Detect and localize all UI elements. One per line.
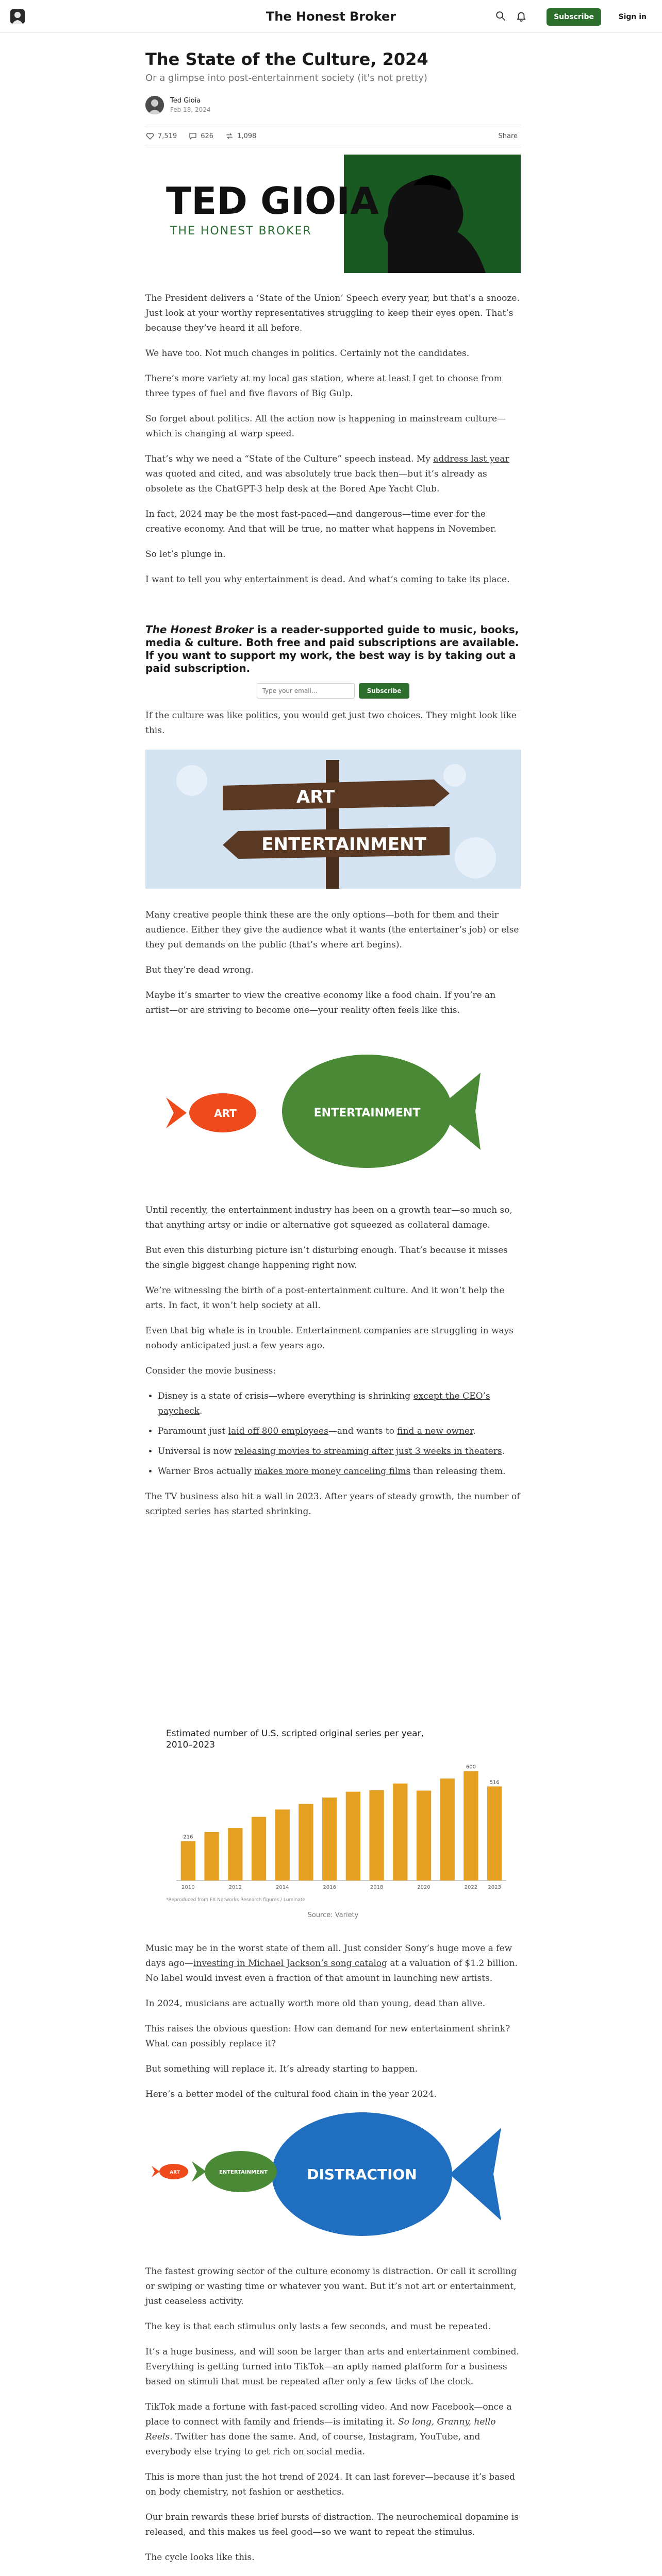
bar-2017 bbox=[346, 1792, 360, 1880]
text: Warner Bros actually bbox=[158, 1466, 255, 1477]
post-subtitle: Or a glimpse into post-entertainment society (it's not pretty) bbox=[145, 73, 427, 83]
chart-source: Source: Variety bbox=[307, 1911, 359, 1919]
paragraph: Many creative people think these are the only options—both for them and their audience. Either they give the audience what it wants (the entertainer’s job) or else they put demands on the public (that’s where art begins). bbox=[145, 910, 519, 950]
fish-graphic-2 bbox=[145, 2107, 521, 2257]
site-title[interactable]: The Honest Broker bbox=[266, 9, 396, 24]
layoffs-link[interactable]: laid off 800 employees bbox=[228, 1426, 328, 1436]
paragraph bbox=[145, 1941, 521, 1986]
fish-graphic-1 bbox=[145, 1037, 521, 1186]
bar-2018 bbox=[369, 1790, 384, 1880]
paragraph: The TV business also hit a wall in 2023. After years of steady growth, the number of scripted series has started shrinking. bbox=[145, 1492, 520, 1517]
text: —and wants to bbox=[328, 1426, 398, 1436]
bar-2020 bbox=[417, 1791, 431, 1880]
cta-subscribe-button[interactable]: Subscribe bbox=[359, 683, 410, 699]
bar-2023 bbox=[487, 1786, 502, 1880]
restack-icon bbox=[225, 131, 234, 141]
text: Twitter has done the same. And, of course, Instagram, YouTube, and everybody else trying to get rich on social media. bbox=[145, 2432, 481, 2457]
sign-art: ART bbox=[296, 787, 335, 807]
cta-text bbox=[145, 623, 521, 675]
paragraph bbox=[145, 452, 521, 497]
cta-form bbox=[145, 683, 521, 699]
paragraph: Here’s a better model of the cultural food chain in the year 2024. bbox=[145, 2089, 437, 2099]
paragraph: The fastest growing sector of the culture economy is distraction. Or call it scrolling or swiping or wasting time or whatever you want. But it’s not art or entertainment, just ceaseless activity. bbox=[145, 2266, 517, 2307]
author-avatar[interactable] bbox=[145, 96, 164, 114]
tick-2020: 2020 bbox=[417, 1885, 431, 1890]
paragraph: Maybe it’s smarter to view the creative economy like a food chain. If you’re an artist—or are striving to become one—your reality often feels like this. bbox=[145, 990, 496, 1015]
paragraph: So forget about politics. All the action now is happening in mainstream culture—which is changing at warp speed. bbox=[145, 414, 506, 439]
paragraph: We have too. Not much changes in politics. Certainly not the candidates. bbox=[145, 348, 470, 359]
paragraph: I want to tell you why entertainment is dead. And what’s coming to take its place. bbox=[145, 574, 510, 585]
list-item bbox=[158, 1444, 521, 1459]
paragraph: There’s more variety at my local gas station, where at least I get to choose from three types of fuel and five flavors of Big Gulp. bbox=[145, 374, 502, 399]
fish2-mid-label: ENTERTAINMENT bbox=[219, 2170, 268, 2175]
paragraph: So let’s plunge in. bbox=[145, 549, 226, 560]
bar-2021 bbox=[440, 1778, 455, 1880]
bars-group bbox=[176, 1765, 506, 1890]
sign-in-button[interactable]: Sign in bbox=[612, 8, 653, 26]
section-industry bbox=[145, 1203, 521, 1530]
post-header bbox=[145, 49, 521, 147]
post-actions bbox=[145, 125, 521, 147]
bar-2016 bbox=[322, 1798, 337, 1880]
text: Paramount just bbox=[158, 1426, 228, 1436]
data-label-2022: 600 bbox=[466, 1764, 476, 1770]
text: Disney is a state of crisis—where everything is shrinking bbox=[158, 1391, 413, 1401]
tick-2012: 2012 bbox=[228, 1885, 242, 1890]
text: was quoted and cited, and was absolutely true back then—but it’s already as obsolete as the ChatGPT-3 help desk at the Bored Ape Yacht Club. bbox=[145, 469, 487, 494]
text: . bbox=[199, 1406, 203, 1416]
address-last-year-link[interactable]: address last year bbox=[433, 454, 509, 464]
post-title: The State of the Culture, 2024 bbox=[145, 49, 428, 69]
paragraph: Consider the movie business: bbox=[145, 1366, 276, 1376]
bar-2019 bbox=[393, 1784, 407, 1880]
tick-2022: 2022 bbox=[464, 1885, 478, 1890]
byline bbox=[145, 96, 521, 114]
section-food-chain bbox=[145, 908, 521, 1028]
tick-2016: 2016 bbox=[323, 1885, 336, 1890]
fish2-big-label: DISTRACTION bbox=[307, 2166, 417, 2183]
michael-jackson-link[interactable]: investing in Michael Jackson’s song catalog bbox=[193, 1958, 388, 1969]
fish2-small-label: ART bbox=[170, 2170, 180, 2175]
subscribe-cta bbox=[145, 618, 521, 710]
text: . bbox=[473, 1426, 476, 1436]
email-input[interactable] bbox=[257, 683, 355, 699]
top-bar bbox=[0, 0, 662, 33]
text: at a valuation of $1.2 billion. No label would invest even a fraction of that amount in launching new artists. bbox=[145, 1958, 518, 1984]
paragraph bbox=[145, 2400, 521, 2460]
fish1-small-label: ART bbox=[214, 1107, 237, 1120]
paragraph: Until recently, the entertainment industry has been on a growth tear—so much so, that anything artsy or indie or alternative got squeezed as collateral damage. bbox=[145, 1205, 512, 1230]
search-icon[interactable] bbox=[495, 10, 506, 22]
bar-chart bbox=[145, 1721, 521, 1906]
paragraph: The President delivers a ‘State of the Union’ Speech every year, but that’s a snooze. Just look at your worthy representatives struggling to keep their eyes open. That’s because they’ve heard it all before. bbox=[145, 293, 520, 333]
fish1-big-label: ENTERTAINMENT bbox=[313, 1107, 421, 1120]
paragraph: This is more than just the hot trend of 2024. It can last forever—because it’s based on body chemistry, not fashion or aesthetics. bbox=[145, 2472, 515, 2497]
cta-publication: The Honest Broker bbox=[145, 623, 254, 636]
text: than releasing them. bbox=[410, 1466, 506, 1477]
scripted-series-chart bbox=[145, 1721, 521, 1922]
ceo-paycheck-link[interactable]: except the CEO’s paycheck bbox=[158, 1391, 490, 1416]
bar-2015 bbox=[299, 1804, 313, 1880]
tick-2010: 2010 bbox=[181, 1885, 195, 1890]
restack-button[interactable] bbox=[225, 131, 256, 141]
share-button[interactable]: Share bbox=[498, 132, 518, 140]
new-owner-link[interactable]: find a new owner bbox=[397, 1426, 473, 1436]
bar-2011 bbox=[204, 1832, 219, 1880]
author-name[interactable]: Ted Gioia bbox=[170, 97, 201, 105]
header-icons bbox=[495, 10, 527, 22]
chart-title-line1: Estimated number of U.S. scripted original series per year, bbox=[166, 1728, 424, 1739]
text: Universal is now bbox=[158, 1446, 235, 1456]
paragraph: In 2024, musicians are actually worth more old than young, dead than alive. bbox=[145, 1998, 486, 2009]
paragraph: It’s a huge business, and will soon be larger than arts and entertainment combined. Everything is getting turned into TikTok—an aptly named platform for a business based on stimuli that must be repeated after only a few ticks of the clock. bbox=[145, 2347, 519, 2387]
streaming-link[interactable]: releasing movies to streaming after just 3 weeks in theaters bbox=[234, 1446, 502, 1456]
paragraph: In fact, 2024 may be the most fast-paced—and dangerous—time ever for the creative economy. And that will be true, no matter what happens in November. bbox=[145, 509, 496, 534]
bar-2022 bbox=[464, 1771, 478, 1880]
canceling-films-link[interactable]: makes more money canceling films bbox=[254, 1466, 411, 1477]
cta-body: is a reader-supported guide to music, books, media & culture. Both free and paid subscriptions are available. If you want to support my work, the best way is by taking out a paid subscription. bbox=[145, 623, 519, 674]
list-item bbox=[158, 1424, 521, 1439]
tick-2014: 2014 bbox=[275, 1885, 289, 1890]
paragraph: But they’re dead wrong. bbox=[145, 965, 254, 975]
avatar-portrait-icon bbox=[145, 96, 164, 114]
banner-tagline: THE HONEST BROKER bbox=[170, 225, 312, 238]
text: So long, Granny, hello Reels. bbox=[145, 2417, 496, 2442]
chart-note: *Reproduced from FX Networks Research figures / Luminate bbox=[166, 1897, 306, 1903]
comment-button[interactable] bbox=[188, 131, 213, 141]
comment-count: 626 bbox=[201, 132, 214, 140]
paragraph: But something will replace it. It’s already starting to happen. bbox=[145, 2064, 418, 2074]
chart-title-line2: 2010–2023 bbox=[166, 1740, 216, 1750]
tick-2018: 2018 bbox=[370, 1885, 384, 1890]
bar-2012 bbox=[228, 1828, 242, 1880]
paragraph: If the culture was like politics, you would get just two choices. They might look like this. bbox=[145, 710, 517, 736]
banner-graphic bbox=[145, 155, 521, 273]
bar-2013 bbox=[252, 1817, 266, 1880]
paragraph: We’re witnessing the birth of a post-entertainment culture. And it won’t help the arts. In fact, it won’t help society at all. bbox=[145, 1285, 505, 1311]
paragraph: The cycle looks like this. bbox=[145, 2552, 255, 2563]
paragraph: Our brain rewards these brief bursts of distraction. The neurochemical dopamine is released, and this makes us feel good—so we want to repeat the stimulus. bbox=[145, 2512, 519, 2537]
like-count: 7,519 bbox=[158, 132, 177, 140]
text: Music may be in the worst state of them all. Just consider Sony’s huge move a few days ago— bbox=[145, 1943, 512, 1969]
section-music bbox=[145, 1941, 521, 2112]
text: . bbox=[502, 1446, 505, 1456]
banner-name: TED GIOIA bbox=[166, 179, 379, 223]
heart-icon bbox=[145, 131, 155, 141]
like-button[interactable] bbox=[145, 131, 177, 141]
text: That’s why we need a “State of the Culture” speech instead. My bbox=[145, 454, 434, 464]
signpost-image bbox=[145, 750, 521, 889]
comment-icon bbox=[188, 131, 197, 141]
paragraph: The key is that each stimulus only lasts a few seconds, and must be repeated. bbox=[145, 2321, 491, 2332]
tick-2023: 2023 bbox=[488, 1885, 501, 1890]
list-item bbox=[158, 1389, 521, 1419]
paragraph: Even that big whale is in trouble. Entertainment companies are struggling in ways nobody anticipated just a few years ago. bbox=[145, 1326, 514, 1351]
post-date: Feb 18, 2024 bbox=[170, 106, 211, 113]
banner-image bbox=[145, 155, 521, 273]
bell-icon[interactable] bbox=[516, 10, 527, 22]
text: TikTok made a fortune with fast-paced scrolling video. And now Facebook—once a place to connect with family and friends—is imitating it. bbox=[145, 2402, 512, 2427]
fish-illustration-1 bbox=[145, 1037, 521, 1186]
intro-section bbox=[145, 291, 521, 598]
movie-business-list bbox=[158, 1389, 521, 1479]
paragraph: But even this disturbing picture isn’t disturbing enough. That’s because it misses the single biggest change happening right now. bbox=[145, 1245, 508, 1270]
sign-entertainment: ENTERTAINMENT bbox=[261, 834, 426, 855]
list-item bbox=[158, 1464, 521, 1479]
data-label-2010: 216 bbox=[183, 1834, 193, 1840]
header-subscribe-button[interactable]: Subscribe bbox=[547, 8, 601, 26]
bar-2010 bbox=[181, 1841, 195, 1880]
restack-count: 1,098 bbox=[237, 132, 257, 140]
bar-2014 bbox=[275, 1809, 290, 1880]
fish-illustration-2 bbox=[145, 2107, 521, 2257]
section-distraction bbox=[145, 2264, 521, 2575]
paragraph: This raises the obvious question: How can demand for new entertainment shrink? What can possibly replace it? bbox=[145, 2024, 510, 2049]
section-politics bbox=[145, 708, 521, 749]
signpost-graphic bbox=[145, 750, 521, 889]
data-label-2023: 516 bbox=[489, 1780, 500, 1786]
